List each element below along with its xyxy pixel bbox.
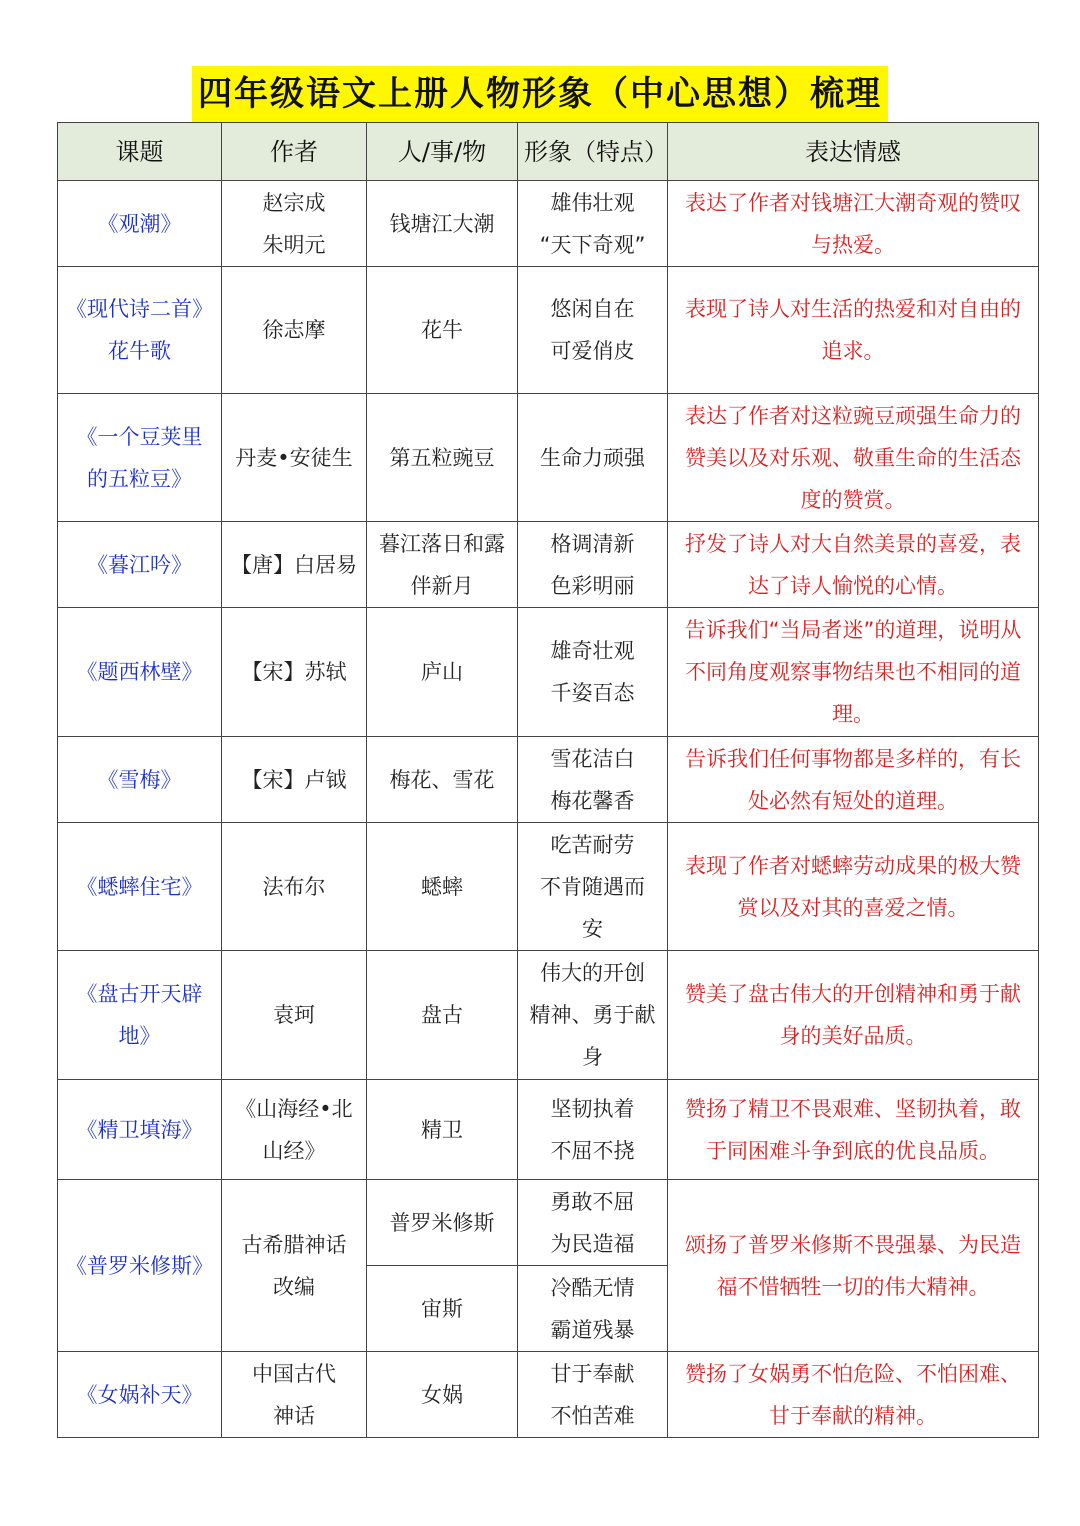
lesson-cell-line: 《题西林壁》	[76, 660, 203, 684]
subject-cell-line: 普罗米修斯	[389, 1210, 495, 1235]
lesson-cell-line: 《现代诗二首》	[66, 297, 213, 321]
header-author: 作者	[222, 123, 367, 181]
author-cell-line: 法布尔	[262, 874, 326, 899]
trait-cell-line: 为民造福	[550, 1231, 635, 1256]
lesson-cell	[58, 1352, 222, 1438]
emotion-cell	[668, 1180, 1039, 1352]
author-cell-line: 中国古代	[252, 1361, 336, 1386]
author-cell	[222, 951, 367, 1080]
subject-cell-line: 精卫	[421, 1117, 463, 1142]
table-row	[58, 1352, 1039, 1438]
table-row	[58, 823, 1039, 951]
lesson-cell-line: 《普罗米修斯》	[66, 1253, 213, 1278]
author-cell-line: 《山海经•北	[235, 1096, 353, 1121]
subject-cell	[367, 737, 518, 823]
lesson-cell	[58, 181, 222, 267]
subject-cell	[367, 1266, 518, 1352]
emotion-cell	[668, 1080, 1039, 1180]
trait-cell	[518, 823, 668, 951]
author-cell	[222, 823, 367, 951]
emotion-cell-line: 表达了作者对这粒豌豆顽强生命力的赞美以及对乐观、敬重生命的生活态度的赞赏。	[685, 403, 1021, 512]
lesson-cell-line: 花牛歌	[108, 339, 171, 363]
trait-cell-line: 格调清新	[550, 531, 635, 556]
trait-cell	[518, 1266, 668, 1352]
lesson-cell	[58, 1080, 222, 1180]
subject-cell-line: 庐山	[421, 660, 463, 684]
author-cell-line: 【宋】卢钺	[241, 767, 347, 792]
trait-cell-line: 雪花洁白	[550, 746, 635, 771]
subject-cell-line: 宙斯	[421, 1296, 463, 1321]
emotion-cell	[668, 608, 1039, 737]
lesson-cell-line: 《一个豆荚里	[76, 424, 203, 449]
author-cell-line: 改编	[273, 1274, 315, 1299]
author-cell	[222, 1080, 367, 1180]
author-cell	[222, 1352, 367, 1438]
title-wrap	[0, 66, 1080, 122]
trait-cell-line: 身	[582, 1045, 603, 1069]
header-subject: 人/事/物	[367, 123, 518, 181]
trait-cell	[518, 394, 668, 522]
trait-cell-line: 精神、勇于献	[529, 1003, 656, 1027]
emotion-cell	[668, 522, 1039, 608]
author-cell	[222, 737, 367, 823]
lesson-cell-line: 的五粒豆》	[87, 466, 192, 491]
trait-cell-line: 吃苦耐劳	[550, 832, 635, 857]
emotion-cell-line: 告诉我们任何事物都是多样的，有长处必然有短处的道理。	[685, 746, 1021, 813]
trait-cell-line: 雄奇壮观	[550, 639, 635, 663]
lesson-cell-line: 地》	[118, 1024, 161, 1048]
trait-cell-line: 千姿百态	[550, 681, 635, 705]
subject-cell	[367, 522, 518, 608]
page-title: 四年级语文上册人物形象（中心思想）梳理	[192, 66, 888, 122]
trait-cell-line: 生命力顽强	[540, 445, 645, 470]
trait-cell-line: 雄伟壮观	[550, 190, 635, 215]
trait-cell	[518, 181, 668, 267]
table-row	[58, 1180, 1039, 1266]
subject-cell-line: 女娲	[421, 1382, 463, 1407]
lesson-cell-line: 《精卫填海》	[76, 1117, 203, 1142]
author-cell	[222, 522, 367, 608]
author-cell-line: 【宋】苏轼	[241, 660, 347, 684]
author-cell-line: 古希腊神话	[241, 1232, 347, 1257]
author-cell	[222, 394, 367, 522]
trait-cell-line: “天下奇观”	[539, 232, 646, 257]
header-trait: 形象（特点）	[518, 123, 668, 181]
table-row	[58, 608, 1039, 737]
author-cell	[222, 608, 367, 737]
table-row	[58, 737, 1039, 823]
subject-cell-line: 蟋蟀	[421, 874, 463, 899]
subject-cell	[367, 267, 518, 394]
subject-cell	[367, 1180, 518, 1266]
subject-cell-line: 暮江落日和露	[379, 531, 505, 556]
emotion-cell	[668, 951, 1039, 1080]
author-cell-line: 丹麦•安徒生	[235, 445, 353, 470]
subject-cell-line: 钱塘江大潮	[389, 211, 495, 236]
lesson-cell-line: 《女娲补天》	[76, 1382, 203, 1407]
lesson-cell-line: 《暮江吟》	[87, 552, 192, 577]
subject-cell-line: 花牛	[421, 318, 463, 342]
lesson-cell-line: 《雪梅》	[97, 767, 182, 792]
author-cell-line: 【唐】白居易	[231, 552, 357, 577]
trait-cell	[518, 737, 668, 823]
trait-cell	[518, 951, 668, 1080]
header-lesson: 课题	[58, 123, 222, 181]
trait-cell	[518, 267, 668, 394]
trait-cell-line: 霸道残暴	[550, 1317, 635, 1342]
subject-cell	[367, 394, 518, 522]
lesson-cell-line: 《蟋蟀住宅》	[76, 874, 203, 899]
lesson-cell	[58, 267, 222, 394]
trait-cell-line: 冷酷无情	[550, 1275, 635, 1300]
subject-cell	[367, 951, 518, 1080]
subject-cell	[367, 1080, 518, 1180]
subject-cell-line: 第五粒豌豆	[389, 445, 495, 470]
author-cell-line: 朱明元	[262, 232, 326, 257]
trait-cell-line: 可爱俏皮	[550, 339, 635, 363]
trait-cell	[518, 1080, 668, 1180]
author-cell-line: 山经》	[262, 1138, 326, 1163]
emotion-cell	[668, 823, 1039, 951]
table-row	[58, 181, 1039, 267]
emotion-cell	[668, 737, 1039, 823]
trait-cell-line: 安	[582, 916, 603, 941]
table-row	[58, 394, 1039, 522]
emotion-cell-line: 表现了诗人对生活的热爱和对自由的追求。	[685, 297, 1021, 363]
trait-cell-line: 坚韧执着	[550, 1096, 635, 1121]
table-row	[58, 1080, 1039, 1180]
lesson-cell	[58, 823, 222, 951]
trait-cell-line: 伟大的开创	[540, 961, 645, 985]
trait-cell-line: 不怕苦难	[550, 1403, 635, 1428]
table-row	[58, 951, 1039, 1080]
trait-cell	[518, 608, 668, 737]
trait-cell-line: 不肯随遇而	[540, 874, 645, 899]
lesson-cell	[58, 1180, 222, 1352]
lesson-cell	[58, 951, 222, 1080]
trait-cell-line: 梅花馨香	[550, 788, 635, 813]
header-row	[58, 123, 1039, 181]
subject-cell-line: 盘古	[421, 1003, 463, 1027]
author-cell	[222, 181, 367, 267]
lesson-cell	[58, 394, 222, 522]
emotion-cell-line: 赞扬了精卫不畏艰难、坚韧执着，敢于同困难斗争到底的优良品质。	[685, 1096, 1021, 1163]
emotion-cell	[668, 267, 1039, 394]
emotion-cell-line: 赞美了盘古伟大的开创精神和勇于献身的美好品质。	[685, 982, 1021, 1048]
author-cell	[222, 267, 367, 394]
summary-table	[57, 122, 1039, 1438]
subject-cell	[367, 1352, 518, 1438]
author-cell-line: 神话	[273, 1403, 315, 1428]
trait-cell	[518, 522, 668, 608]
author-cell-line: 徐志摩	[262, 318, 326, 342]
emotion-cell-line: 赞扬了女娲勇不怕危险、不怕困难、甘于奉献的精神。	[685, 1361, 1021, 1428]
lesson-cell-line: 《观潮》	[97, 211, 182, 236]
lesson-cell	[58, 608, 222, 737]
trait-cell	[518, 1180, 668, 1266]
emotion-cell-line: 告诉我们“当局者迷”的道理，说明从不同角度观察事物结果也不相同的道理。	[684, 618, 1022, 726]
subject-cell	[367, 608, 518, 737]
emotion-cell-line: 表现了作者对蟋蟀劳动成果的极大赞赏以及对其的喜爱之情。	[685, 853, 1021, 920]
trait-cell-line: 不屈不挠	[550, 1138, 635, 1163]
trait-cell-line: 甘于奉献	[550, 1361, 635, 1386]
emotion-cell-line: 颂扬了普罗米修斯不畏强暴、为民造福不惜牺牲一切的伟大精神。	[685, 1232, 1021, 1299]
author-cell	[222, 1180, 367, 1352]
trait-cell-line: 悠闲自在	[550, 297, 635, 321]
emotion-cell	[668, 394, 1039, 522]
subject-cell	[367, 823, 518, 951]
subject-cell	[367, 181, 518, 267]
emotion-cell-line: 表达了作者对钱塘江大潮奇观的赞叹与热爱。	[685, 190, 1021, 257]
subject-cell-line: 梅花、雪花	[389, 767, 495, 792]
header-emotion: 表达情感	[668, 123, 1039, 181]
author-cell-line: 袁珂	[273, 1003, 315, 1027]
emotion-cell-line: 抒发了诗人对大自然美景的喜爱，表达了诗人愉悦的心情。	[685, 531, 1021, 598]
author-cell-line: 赵宗成	[262, 190, 326, 215]
subject-cell-line: 伴新月	[410, 573, 474, 598]
lesson-cell-line: 《盘古开天辟	[76, 982, 203, 1006]
table-row	[58, 522, 1039, 608]
table-row	[58, 267, 1039, 394]
emotion-cell	[668, 181, 1039, 267]
emotion-cell	[668, 1352, 1039, 1438]
lesson-cell	[58, 737, 222, 823]
lesson-cell	[58, 522, 222, 608]
trait-cell-line: 色彩明丽	[550, 573, 635, 598]
trait-cell	[518, 1352, 668, 1438]
trait-cell-line: 勇敢不屈	[550, 1189, 635, 1214]
